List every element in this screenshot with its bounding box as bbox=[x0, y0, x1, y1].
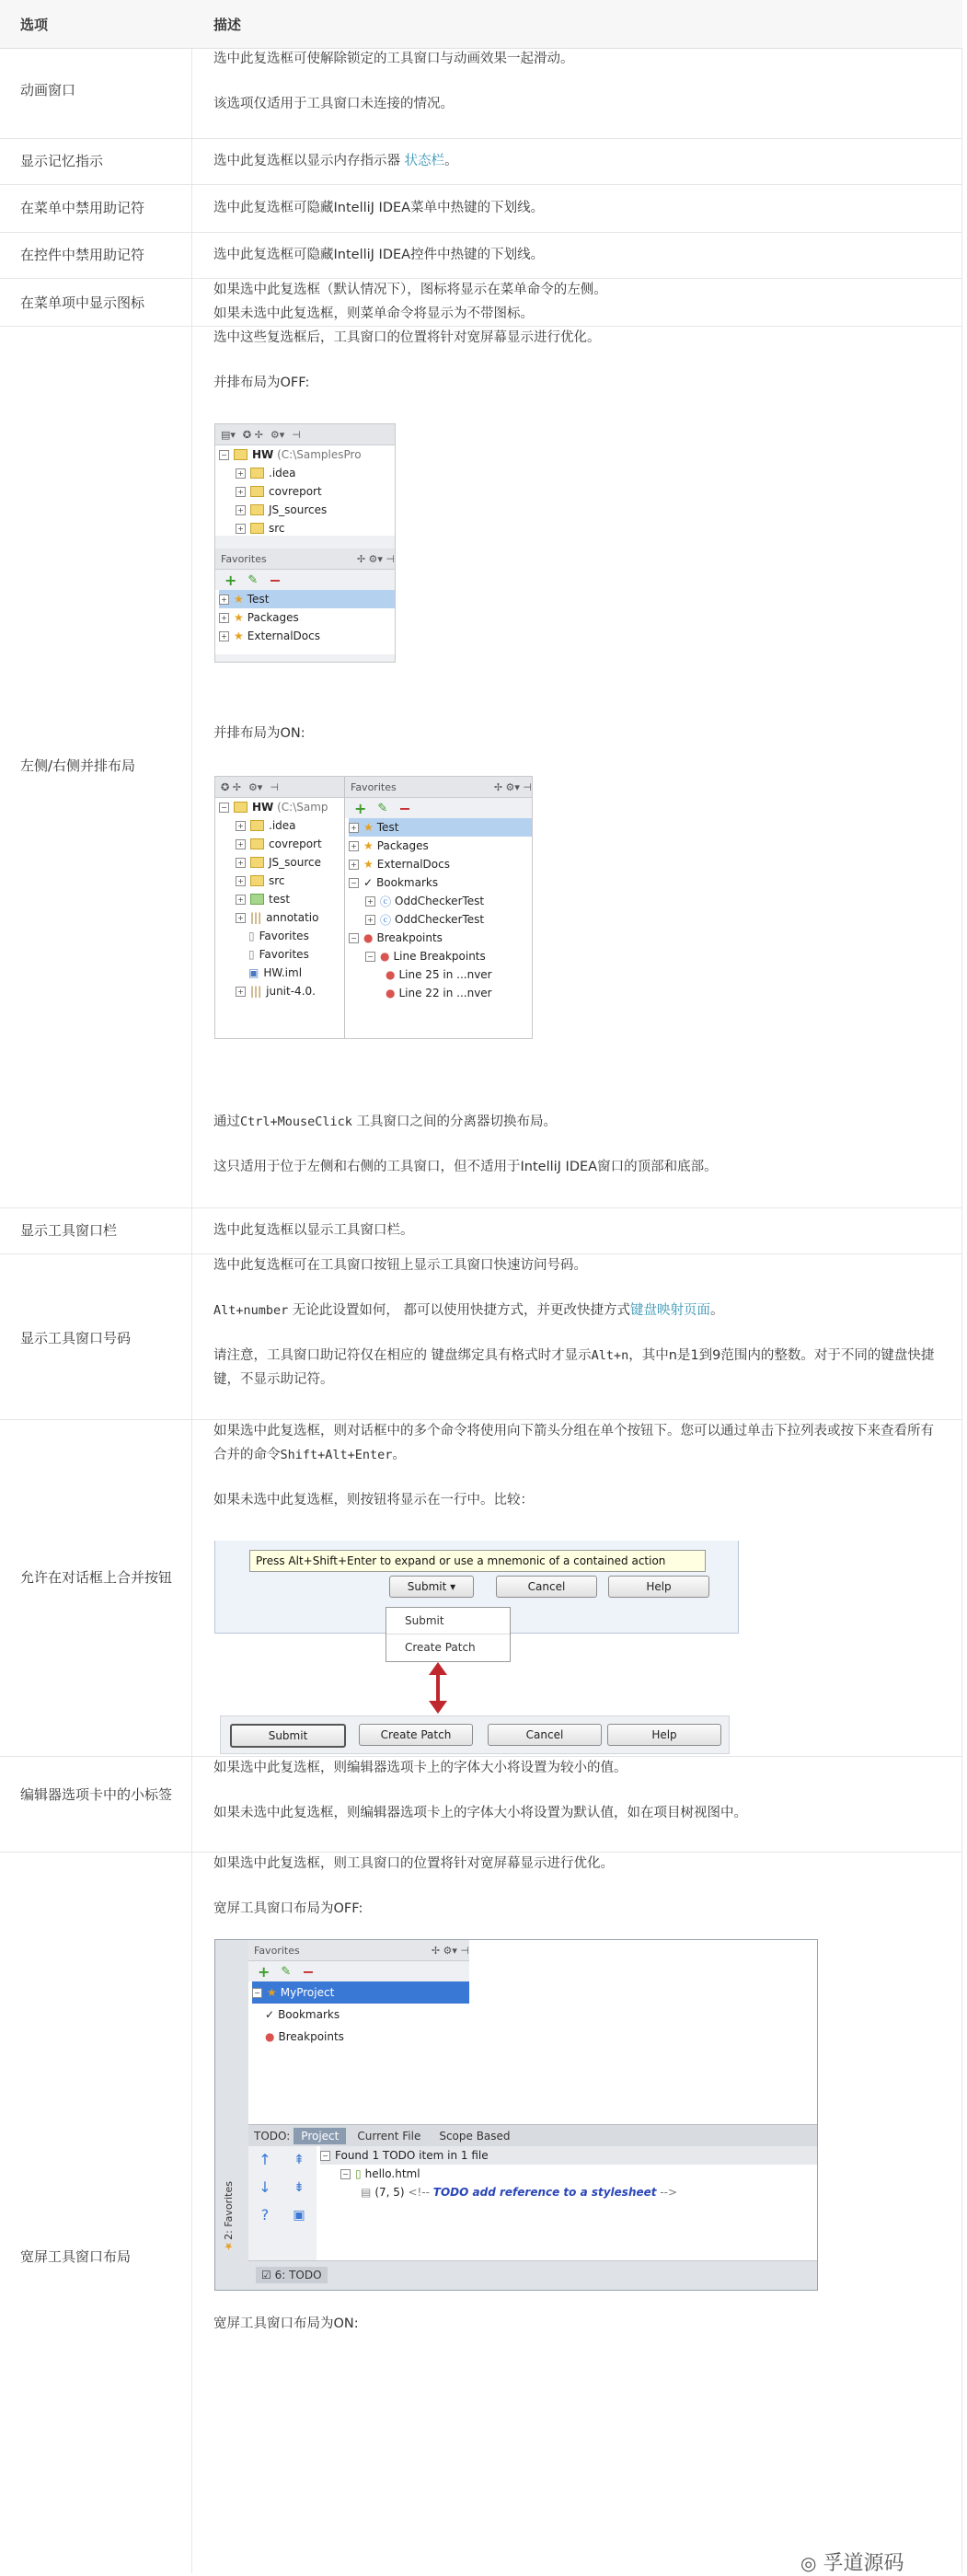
description-text: 并排布局为OFF: bbox=[213, 375, 310, 390]
tool-tab-todo[interactable]: ☑ 6: TODO bbox=[256, 2267, 328, 2283]
screenshot-side-by-side-off bbox=[214, 423, 396, 663]
tooltip: Press Alt+Shift+Enter to expand or use a mnemonic of a contained action bbox=[249, 1550, 706, 1572]
option-label: 在菜单项中显示图标 bbox=[20, 295, 145, 311]
option-description: 选中此复选框可隐藏IntelliJ IDEA控件中热键的下划线。 bbox=[213, 248, 545, 262]
table-row-tool-window-bars bbox=[0, 1207, 962, 1254]
help-button[interactable]: Help bbox=[607, 1724, 721, 1746]
editor-area bbox=[469, 1940, 817, 2124]
keymap-page-link[interactable]: 键盘映射页面 bbox=[630, 1303, 710, 1318]
tree-item: + .idea bbox=[219, 464, 395, 482]
tool-tab-favorites[interactable]: ★2: Favorites bbox=[223, 2181, 235, 2252]
tree-item: + ★ Test bbox=[219, 590, 395, 608]
settings-icon: ✪ ✢ bbox=[242, 428, 263, 441]
favorites-pane: Favorites ✢ ⚙▾ ⊣ + ✎ − + ★ Test + ★ Packages + ★ ExternalDocs − ✓ Bookmarks + ⓒ OddCheckerTest + ⓒ OddCheckerTest − ● Breakpoints − ● Line Breakpoints ● Line 25 in ...nver ● Line 22 in ...nver bbox=[345, 777, 532, 1038]
left-tool-stripe bbox=[215, 1940, 249, 2290]
folder-icon bbox=[250, 486, 264, 497]
tree-item: + ★ ExternalDocs bbox=[219, 627, 395, 645]
todo-icon: ☑ bbox=[261, 2269, 271, 2281]
favorites-pane: Favorites ✢ ⚙▾ ⊣ + ✎ − − ★ MyProject ✓ Bookmarks ● Breakpoints bbox=[248, 1940, 470, 2124]
pin-icon: ⊣ bbox=[292, 428, 301, 441]
table-row-animate-windows bbox=[0, 48, 962, 139]
option-label: 编辑器选项卡中的小标签 bbox=[20, 1786, 173, 1803]
option-description bbox=[213, 326, 940, 395]
option-description: 选中此复选框可隐藏IntelliJ IDEA菜单中热键的下划线。 bbox=[213, 201, 545, 215]
project-toolbar bbox=[215, 424, 395, 445]
cancel-button[interactable]: Cancel bbox=[496, 1576, 597, 1598]
description-text: 选中这些复选框后，工具窗口的位置将针对宽屏幕显示进行优化。 bbox=[213, 330, 601, 345]
project-pane bbox=[215, 777, 345, 1038]
screenshot-side-by-side-on bbox=[214, 776, 533, 1039]
option-label: 左侧/右侧并排布局 bbox=[20, 757, 136, 774]
create-patch-button[interactable]: Create Patch bbox=[359, 1724, 473, 1746]
expand-icon: ⇞ bbox=[294, 2153, 305, 2167]
table-row-merge-buttons bbox=[0, 1419, 962, 1757]
help-button[interactable]: Help bbox=[608, 1576, 709, 1598]
tab-current-file[interactable]: Current File bbox=[357, 2130, 421, 2143]
up-arrow-icon: ↑ bbox=[259, 2151, 271, 2168]
option-description: 通过Ctrl+MouseClick 工具窗口之间的分离器切换布局。 这只适用于位于左侧和右侧的工具窗口，但不适用于IntelliJ IDEA窗口的顶部和底部。 bbox=[213, 1115, 718, 1174]
description-text: 选中此复选框可使解除锁定的工具窗口与动画效果一起滑动。 bbox=[213, 52, 574, 66]
star-icon: ★ bbox=[234, 611, 244, 624]
option-label: 显示工具窗口号码 bbox=[20, 1330, 132, 1346]
option-description bbox=[213, 722, 940, 745]
help-icon: ? bbox=[260, 2206, 270, 2224]
project-tree: − HW (C:\Samp + .idea + covreport + JS_source + src + test + ||| annotatio ▯ Favorites ▯ Favorites ▣ HW.iml + ||| junit-4.0. bbox=[215, 798, 344, 1039]
folder-icon bbox=[250, 468, 264, 479]
cancel-button[interactable]: Cancel bbox=[488, 1724, 602, 1746]
description-text: 选中此复选框以显示内存指示器 bbox=[213, 154, 405, 168]
tree-item: + covreport bbox=[219, 482, 395, 501]
layout-icon: ▤▾ bbox=[221, 428, 236, 441]
description-text: 如果未选中此复选框，则菜单命令将显示为不带图标。 bbox=[213, 306, 534, 321]
bottom-tool-stripe bbox=[248, 2260, 817, 2291]
option-description: 宽屏工具窗口布局为ON: bbox=[213, 2316, 359, 2331]
table-row-menu-icons bbox=[0, 278, 962, 327]
option-label: 允许在对话框上合并按钮 bbox=[20, 1569, 173, 1586]
tab-scope-based[interactable]: Scope Based bbox=[439, 2130, 511, 2143]
favorites-tree bbox=[215, 590, 395, 654]
table-header bbox=[0, 0, 962, 49]
option-label: 显示工具窗口栏 bbox=[20, 1222, 118, 1239]
table-row-memory-indicator bbox=[0, 138, 962, 185]
gear-icon: ⚙▾ bbox=[270, 428, 285, 441]
tree-item: + JS_sources bbox=[219, 501, 395, 519]
submit-button[interactable]: Submit bbox=[230, 1724, 346, 1748]
screenshot-widescreen-off bbox=[214, 1939, 818, 2291]
table-row-widescreen bbox=[0, 1852, 962, 2573]
todo-actions bbox=[248, 2146, 282, 2260]
option-description: 选中此复选框可在工具窗口按钮上显示工具窗口快速访问号码。 Alt+number 无论此设置如何， 都可以使用快捷方式，并更改快捷方式键盘映射页面。 请注意，工具窗口助记符仅在相应的 键盘绑定具有格式时才显示Alt+n，其中n是1到9范围内的整数。对于不同的键盘快捷键，不显示助记符。 bbox=[213, 1258, 935, 1387]
table-row-menu-mnemonics bbox=[0, 184, 962, 233]
option-description: 如果选中此复选框，则编辑器选项卡上的字体大小将设置为较小的值。 如果未选中此复选框，则编辑器选项卡上的字体大小将设置为默认值，如在项目树视图中。 bbox=[213, 1761, 747, 1820]
wechat-icon: ◎ bbox=[800, 2552, 817, 2574]
description-text: 该选项仅适用于工具窗口未连接的情况。 bbox=[213, 97, 454, 111]
favorites-toolbar: Favorites ✢ ⚙▾ ⊣ bbox=[215, 549, 395, 570]
description-text: 并排布局为ON: bbox=[213, 726, 305, 741]
todo-actions-2 bbox=[282, 2146, 317, 2260]
todo-tabbar: TODO: Project Current File Scope Based bbox=[248, 2124, 818, 2147]
star-icon: ★ bbox=[234, 593, 244, 606]
option-description bbox=[213, 47, 940, 116]
flat-button-row bbox=[220, 1715, 730, 1754]
option-description: 如果选中此复选框，则工具窗口的位置将针对宽屏幕显示进行优化。 宽屏工具窗口布局为OFF: bbox=[213, 1856, 614, 1916]
remove-icon: − bbox=[269, 571, 282, 589]
option-description: 选中此复选框以显示内存指示器 状态栏。 bbox=[213, 154, 458, 168]
tab-project[interactable]: Project bbox=[294, 2128, 346, 2144]
folder-icon bbox=[250, 523, 264, 534]
description-text: 如果选中此复选框（默认情况下），图标将显示在菜单命令的左侧。 bbox=[213, 283, 607, 297]
double-arrow-icon bbox=[424, 1662, 452, 1714]
todo-tree: − Found 1 TODO item in 1 file − ▯ hello.html ▤ (7, 5) <!-- TODO add reference to a stylesheet --> bbox=[317, 2146, 818, 2260]
tree-item: + src bbox=[219, 519, 395, 537]
watermark: ◎ 孚道源码 bbox=[800, 2552, 904, 2575]
favorites-actions bbox=[215, 570, 395, 590]
status-bar-link[interactable]: 状态栏 bbox=[404, 154, 445, 168]
edit-icon: ✎ bbox=[248, 572, 259, 587]
collapse-icon: ⇟ bbox=[294, 2180, 305, 2195]
add-icon: + bbox=[224, 571, 237, 589]
option-label: 宽屏工具窗口布局 bbox=[20, 2248, 132, 2265]
tree-item: + ★ Packages bbox=[219, 608, 395, 627]
filter-icon: ▣ bbox=[293, 2208, 305, 2223]
option-description bbox=[213, 278, 940, 326]
option-label: 显示记忆指示 bbox=[20, 153, 104, 169]
table-row-small-labels bbox=[0, 1756, 962, 1853]
header-option: 选项 bbox=[20, 17, 49, 33]
folder-icon bbox=[250, 504, 264, 515]
table-row-side-by-side bbox=[0, 326, 962, 1208]
down-arrow-icon: ↓ bbox=[259, 2178, 271, 2196]
screenshot-merge-buttons bbox=[214, 1541, 739, 1752]
star-icon: ★ bbox=[234, 630, 244, 642]
table-row-tool-window-numbers bbox=[0, 1253, 962, 1420]
folder-icon bbox=[234, 449, 248, 460]
menu-item-create-patch[interactable]: Create Patch bbox=[405, 1641, 476, 1654]
table-row-control-mnemonics bbox=[0, 232, 962, 279]
project-tree bbox=[215, 445, 395, 536]
project-toolbar: ✪ ✢ ⚙▾ ⊣ bbox=[215, 777, 344, 798]
menu-item-submit[interactable]: Submit bbox=[386, 1608, 510, 1635]
option-description: 选中此复选框以显示工具窗口栏。 bbox=[213, 1223, 414, 1238]
option-description: 如果选中此复选框，则对话框中的多个命令将使用向下箭头分组在单个按钮下。您可以通过单击下拉列表或按下来查看所有合并的命令Shift+Alt+Enter。 如果未选中此复选框，则按钮将显示在一行中。比较： bbox=[213, 1424, 934, 1507]
dropdown-menu bbox=[386, 1607, 511, 1662]
option-label: 在菜单中禁用助记符 bbox=[20, 200, 145, 216]
option-label: 动画窗口 bbox=[20, 82, 76, 98]
header-description: 描述 bbox=[213, 17, 242, 33]
option-label: 在控件中禁用助记符 bbox=[20, 247, 145, 263]
tree-root: − HW (C:\SamplesPro bbox=[219, 445, 395, 464]
submit-split-button[interactable]: Submit ▾ bbox=[389, 1576, 474, 1598]
